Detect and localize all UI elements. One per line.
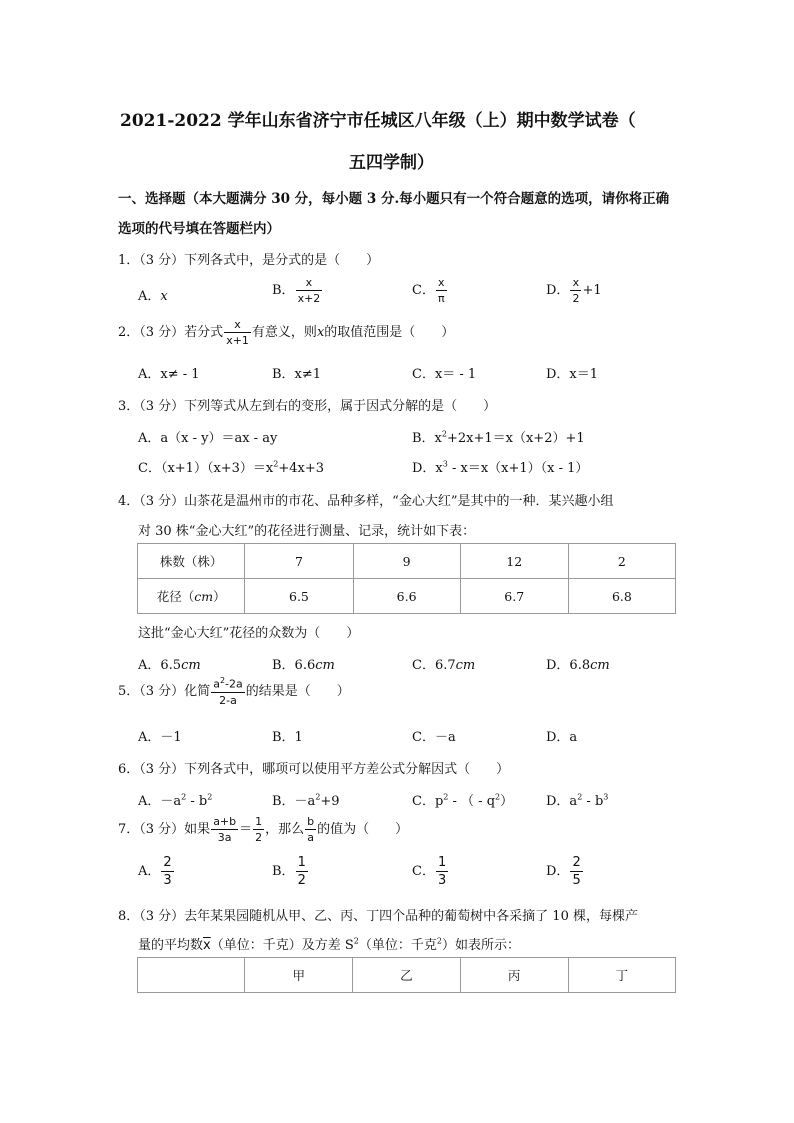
fraction: $\frac{a+b}{3a}$ bbox=[213, 815, 237, 844]
stem-text: （单位：千克）及方差 S bbox=[210, 938, 354, 953]
question-6-option-a bbox=[138, 790, 212, 809]
question-8-line2 bbox=[138, 934, 520, 953]
page-title-line2: 五四学制） bbox=[349, 153, 434, 173]
exponent: 2 bbox=[436, 936, 442, 946]
stem-text: 量的平均数 bbox=[138, 938, 204, 953]
exponent: 2 bbox=[315, 792, 321, 802]
mean-symbol: $\overline{x}$ bbox=[203, 938, 211, 953]
option-text: ） bbox=[500, 794, 514, 809]
stem-middle: ，那么 bbox=[265, 822, 305, 837]
question-4-line1: 4．（3 分）山茶花是温州市的市花、品种多样，“金心大红”是其中的一种．某兴趣小组 bbox=[118, 494, 614, 509]
option-text: +2x+1＝x（x+2）+1 bbox=[446, 431, 585, 446]
section-header-line2: 选项的代号填在答题栏内） bbox=[118, 221, 280, 237]
fraction: $\frac{a^2-2a}{2-a}$ bbox=[213, 676, 243, 707]
question-2-option-b: B．x≠1 bbox=[272, 367, 322, 382]
fraction: $\frac{2}{3}$ bbox=[163, 855, 172, 888]
table-cell: 6.6 bbox=[353, 579, 460, 614]
fraction: $\frac{x}{x+1}$ bbox=[226, 318, 249, 347]
question-8-line1: 8．（3 分）去年某果园随机从甲、乙、丙、丁四个品种的葡萄树中各采摘了 10 棵，每棵产 bbox=[118, 909, 638, 924]
question-5-stem bbox=[118, 677, 350, 706]
option-label: C． bbox=[412, 864, 435, 879]
question-5-option-b: B．1 bbox=[272, 730, 303, 745]
option-text: - b bbox=[582, 794, 604, 809]
option-text: B．6.6 bbox=[272, 658, 316, 673]
question-5-option-a: A．－1 bbox=[138, 730, 182, 745]
fraction: $\frac{1}{2}$ bbox=[297, 855, 306, 888]
option-text: D．a bbox=[546, 794, 578, 809]
question-5-option-d: D．a bbox=[546, 730, 578, 745]
table-row bbox=[138, 579, 676, 614]
question-6-option-b bbox=[272, 790, 340, 809]
cell-unit: cm bbox=[194, 589, 214, 604]
fraction: $\frac{x}{\pi}$ bbox=[437, 276, 445, 305]
question-1-option-c bbox=[412, 277, 448, 304]
question-3-option-c bbox=[138, 457, 324, 476]
unit: cm bbox=[181, 658, 201, 673]
table-cell: 甲 bbox=[245, 958, 353, 993]
fraction: $\frac{1}{3}$ bbox=[437, 855, 447, 888]
option-label: D． bbox=[546, 864, 570, 879]
option-label: B． bbox=[272, 283, 295, 298]
question-6-stem: 6．（3 分）下列各式中，哪项可以使用平方差公式分解因式（ ） bbox=[118, 762, 510, 777]
question-4-line3: 这批“金心大红”花径的众数为（ ） bbox=[138, 626, 360, 641]
flower-diameter-table bbox=[137, 543, 676, 614]
table-cell: 12 bbox=[460, 544, 568, 579]
option-text: B．－a bbox=[272, 794, 316, 809]
exponent: 2 bbox=[495, 792, 501, 802]
option-label: B． bbox=[272, 864, 295, 879]
question-1-option-a bbox=[138, 285, 168, 304]
question-4-option-b bbox=[272, 654, 335, 673]
question-5-option-c: C．－a bbox=[412, 730, 456, 745]
option-text: - （ - q bbox=[448, 794, 496, 809]
fraction: $\frac{2}{5}$ bbox=[572, 855, 581, 888]
question-3-option-a: A．a（x - y）＝ax - ay bbox=[138, 431, 278, 446]
grape-variety-table bbox=[137, 957, 676, 993]
question-2-option-a: A．x≠ - 1 bbox=[138, 367, 200, 382]
option-value: x bbox=[160, 289, 168, 304]
table-row bbox=[138, 958, 676, 993]
exponent: 3 bbox=[442, 459, 448, 469]
stem-middle: 有意义，则 bbox=[251, 325, 317, 340]
exponent: 2 bbox=[273, 459, 279, 469]
table-cell: 6.5 bbox=[245, 579, 353, 614]
unit: cm bbox=[590, 658, 610, 673]
option-text: C．p bbox=[412, 794, 444, 809]
exponent: 2 bbox=[443, 792, 449, 802]
exponent: 2 bbox=[181, 792, 187, 802]
table-cell: 7 bbox=[245, 544, 353, 579]
option-text: C．6.7 bbox=[412, 658, 456, 673]
table-cell: 乙 bbox=[353, 958, 460, 993]
option-text: D．x bbox=[412, 461, 443, 476]
table-cell: 6.7 bbox=[460, 579, 568, 614]
fraction: $\frac{x}{2}$ bbox=[572, 276, 580, 305]
unit: cm bbox=[455, 658, 476, 673]
question-1-option-b bbox=[272, 277, 323, 304]
question-3-stem: 3．（3 分）下列等式从左到右的变形，属于因式分解的是（ ） bbox=[118, 399, 497, 414]
option-text: C．（x+1）（x+3）＝x bbox=[138, 461, 274, 476]
question-7-option-d bbox=[546, 856, 584, 887]
stem-text: （单位：千克 bbox=[358, 938, 437, 953]
variable: x bbox=[316, 325, 325, 340]
question-6-option-d bbox=[546, 790, 608, 809]
table-cell: 株数（株） bbox=[138, 544, 245, 579]
option-text: +4x+3 bbox=[278, 461, 325, 476]
fraction: $\frac{1}{2}$ bbox=[255, 815, 263, 844]
stem-prefix: 5．（3 分）化简 bbox=[118, 683, 211, 699]
stem-prefix: 2．（3 分）若分式 bbox=[118, 325, 224, 340]
section-header-line1: 一、选择题（本大题满分 30 分，每小题 3 分.每小题只有一个符合题意的选项，请你将正确 bbox=[118, 191, 670, 207]
table-cell: 6.8 bbox=[568, 579, 675, 614]
option-text: D．6.8 bbox=[546, 658, 591, 673]
question-4-option-c bbox=[412, 654, 475, 673]
exponent: 3 bbox=[603, 792, 609, 802]
stem-suffix: 的值为（ ） bbox=[317, 822, 409, 837]
option-label: C． bbox=[412, 283, 435, 298]
question-7-stem bbox=[118, 816, 408, 843]
option-label: A． bbox=[138, 289, 161, 304]
question-4-option-a bbox=[138, 654, 201, 673]
option-text: - x＝x（x+1）（x - 1） bbox=[447, 461, 589, 476]
table-cell: 丙 bbox=[460, 958, 568, 993]
question-7-option-b bbox=[272, 856, 309, 887]
option-text: - b bbox=[186, 794, 208, 809]
question-4-line2: 对 30 株“金心大红”的花径进行测量、记录，统计如下表： bbox=[138, 524, 476, 539]
question-6-option-c bbox=[412, 790, 513, 809]
option-label: D． bbox=[546, 283, 570, 298]
table-cell bbox=[138, 958, 245, 993]
option-text: B．x bbox=[412, 431, 442, 446]
stem-suffix: 的取值范围是（ ） bbox=[324, 325, 455, 340]
cell-text: ） bbox=[213, 589, 226, 604]
option-label: A． bbox=[138, 864, 161, 879]
fraction: $\frac{x}{x+2}$ bbox=[297, 276, 321, 305]
exponent: 2 bbox=[441, 429, 447, 439]
table-cell: 2 bbox=[568, 544, 675, 579]
question-4-option-d bbox=[546, 654, 610, 673]
unit: cm bbox=[315, 658, 335, 673]
option-text: +9 bbox=[320, 794, 340, 809]
question-3-option-d bbox=[412, 457, 588, 476]
fraction-tail: +1 bbox=[582, 283, 602, 298]
table-cell: 9 bbox=[353, 544, 460, 579]
question-2-option-d: D．x＝1 bbox=[546, 367, 599, 382]
question-1-option-d bbox=[546, 277, 602, 304]
cell-text: 花径（ bbox=[156, 589, 195, 604]
question-3-option-b bbox=[412, 427, 585, 446]
fraction: $\frac{b}{a}$ bbox=[307, 815, 315, 844]
question-2-stem bbox=[118, 319, 454, 346]
question-7-option-a bbox=[138, 856, 175, 887]
stem-prefix: 7．（3 分）如果 bbox=[118, 822, 211, 837]
exponent: 2 bbox=[353, 936, 359, 946]
question-1-stem: 1．（3 分）下列各式中，是分式的是（ ） bbox=[118, 253, 380, 268]
question-7-option-c bbox=[412, 856, 449, 887]
table-cell bbox=[138, 579, 245, 614]
stem-text: ）如表所示： bbox=[441, 938, 520, 953]
table-cell: 丁 bbox=[568, 958, 675, 993]
exponent: 2 bbox=[577, 792, 583, 802]
stem-suffix: 的结果是（ ） bbox=[245, 683, 350, 699]
question-2-option-c: C．x＝ - 1 bbox=[412, 367, 477, 382]
equals-sign: ＝ bbox=[239, 822, 253, 837]
page-title-line1: 2021-2022 学年山东省济宁市任城区八年级（上）期中数学试卷（ bbox=[120, 111, 636, 131]
table-row bbox=[138, 544, 676, 579]
option-text: A．－a bbox=[138, 794, 182, 809]
option-text: A．6.5 bbox=[138, 658, 182, 673]
exponent: 2 bbox=[207, 792, 213, 802]
